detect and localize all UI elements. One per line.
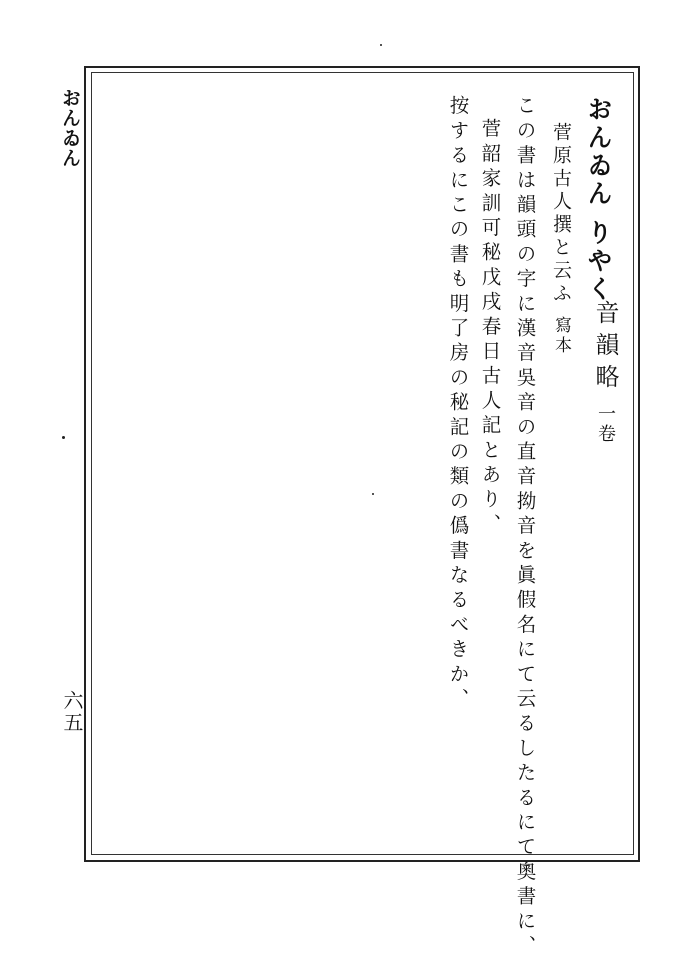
entry-author: 菅原古人撰と云ふ bbox=[550, 122, 572, 306]
body-line-2: 菅韶家訓可秘戊戌春日古人記とあり、 bbox=[478, 118, 502, 538]
running-head: おんゐん bbox=[59, 88, 81, 168]
entry-volumes: 一卷 bbox=[595, 404, 616, 444]
entry-subtitle-block bbox=[593, 300, 617, 444]
entry-format-note: 寫本 bbox=[551, 316, 571, 356]
entry-title: おんゐん りやく bbox=[584, 96, 613, 304]
page-number: 六五 bbox=[60, 690, 84, 734]
entry-subtitle: 音韻略 bbox=[591, 300, 619, 396]
entry-author-block bbox=[551, 122, 570, 356]
ink-speck bbox=[380, 44, 382, 46]
body-line-3: 按するにこの書も明了房の秘記の類の僞書なるべきか、 bbox=[446, 95, 470, 713]
body-line-1: この書は韻頭の字に漢音吳音の直音拗音を眞假名にて云るしたるにて奧書に、 bbox=[513, 95, 537, 960]
ink-speck bbox=[372, 493, 374, 495]
ink-dot bbox=[62, 436, 65, 439]
